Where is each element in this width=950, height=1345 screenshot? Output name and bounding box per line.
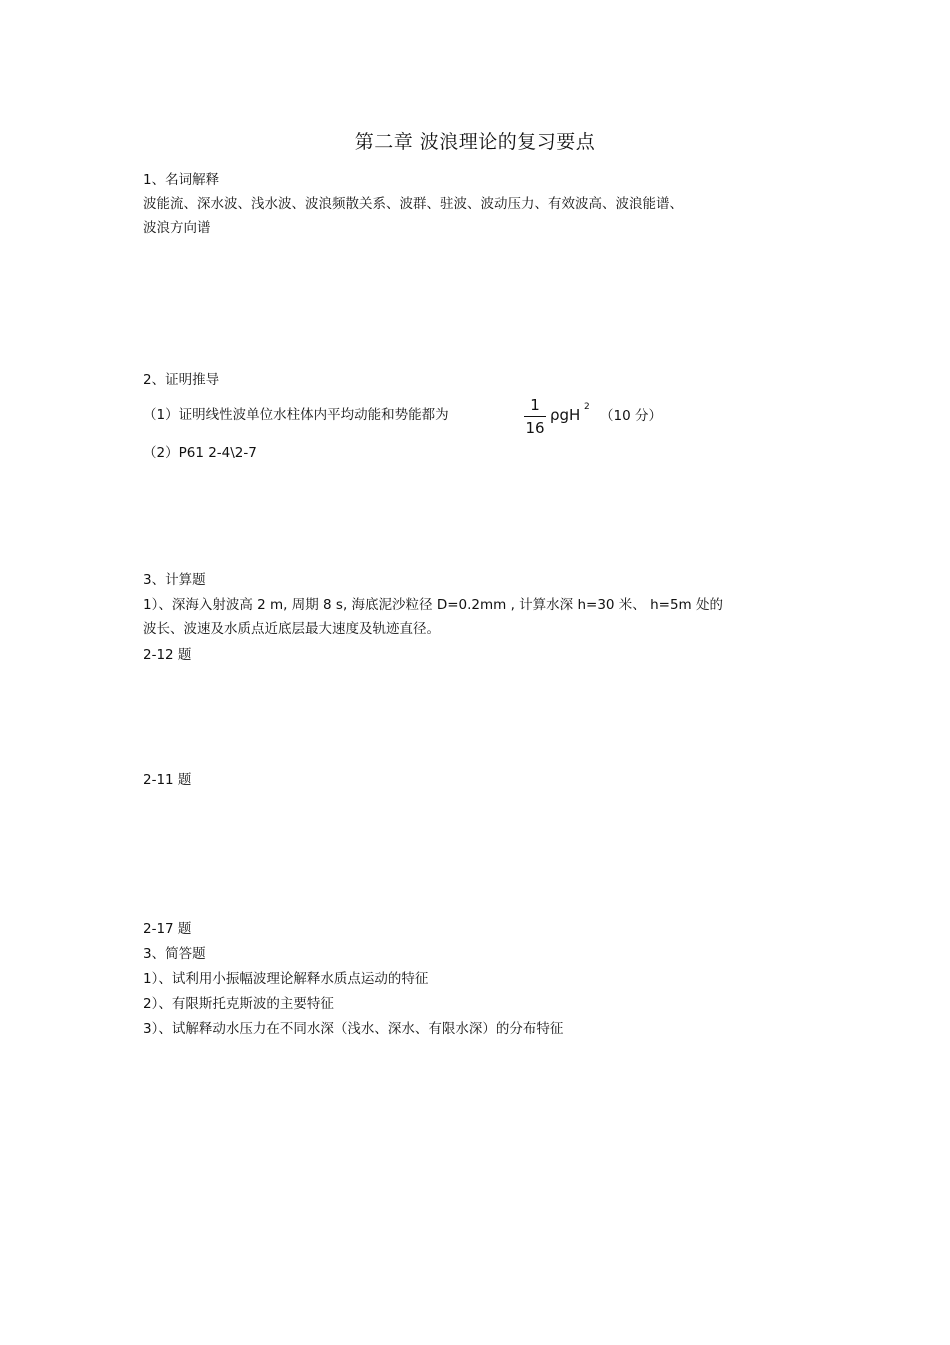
fraction-bar (524, 416, 546, 417)
terms-line-1: 波能流、深水波、浅水波、波浪频散关系、波群、驻波、波动压力、有效波高、波浪能谱、 (143, 196, 683, 212)
page-title: 第二章 波浪理论的复习要点 (354, 131, 596, 153)
calc-question-2-12: 2-12 题 (143, 647, 192, 663)
section-1-heading: 1、名词解释 (143, 172, 220, 188)
formula-fraction (522, 396, 548, 437)
fraction-numerator: 1 (530, 396, 540, 414)
short-answer-2: 2）、有限斯托克斯波的主要特征 (143, 996, 334, 1012)
calc-question-1-line-1: 1）、深海入射波高 2 m, 周期 8 s, 海底泥沙粒径 D=0.2mm , 计算水深 h=30 米、 h=5m 处的 (143, 597, 723, 613)
section-4-heading: 3、简答题 (143, 946, 206, 962)
proof-item-1: （1）证明线性波单位水柱体内平均动能和势能都为 (143, 407, 449, 423)
section-2-heading: 2、证明推导 (143, 372, 220, 388)
calc-question-1-line-2: 波长、波速及水质点近底层最大速度及轨迹直径。 (143, 621, 440, 637)
proof-item-1-score: （10 分） (600, 408, 662, 424)
formula-exponent: 2 (584, 402, 590, 412)
calc-question-2-11: 2-11 题 (143, 772, 192, 788)
fraction-denominator: 16 (525, 419, 545, 437)
calc-question-2-17: 2-17 题 (143, 921, 192, 937)
short-answer-3: 3）、试解释动水压力在不同水深（浅水、深水、有限水深）的分布特征 (143, 1021, 564, 1037)
formula-body: ρgH (550, 406, 581, 424)
section-3-heading: 3、计算题 (143, 572, 206, 588)
short-answer-1: 1）、试利用小振幅波理论解释水质点运动的特征 (143, 971, 429, 987)
proof-item-2: （2）P61 2-4\2-7 (143, 445, 257, 461)
terms-line-2: 波浪方向谱 (143, 220, 211, 236)
